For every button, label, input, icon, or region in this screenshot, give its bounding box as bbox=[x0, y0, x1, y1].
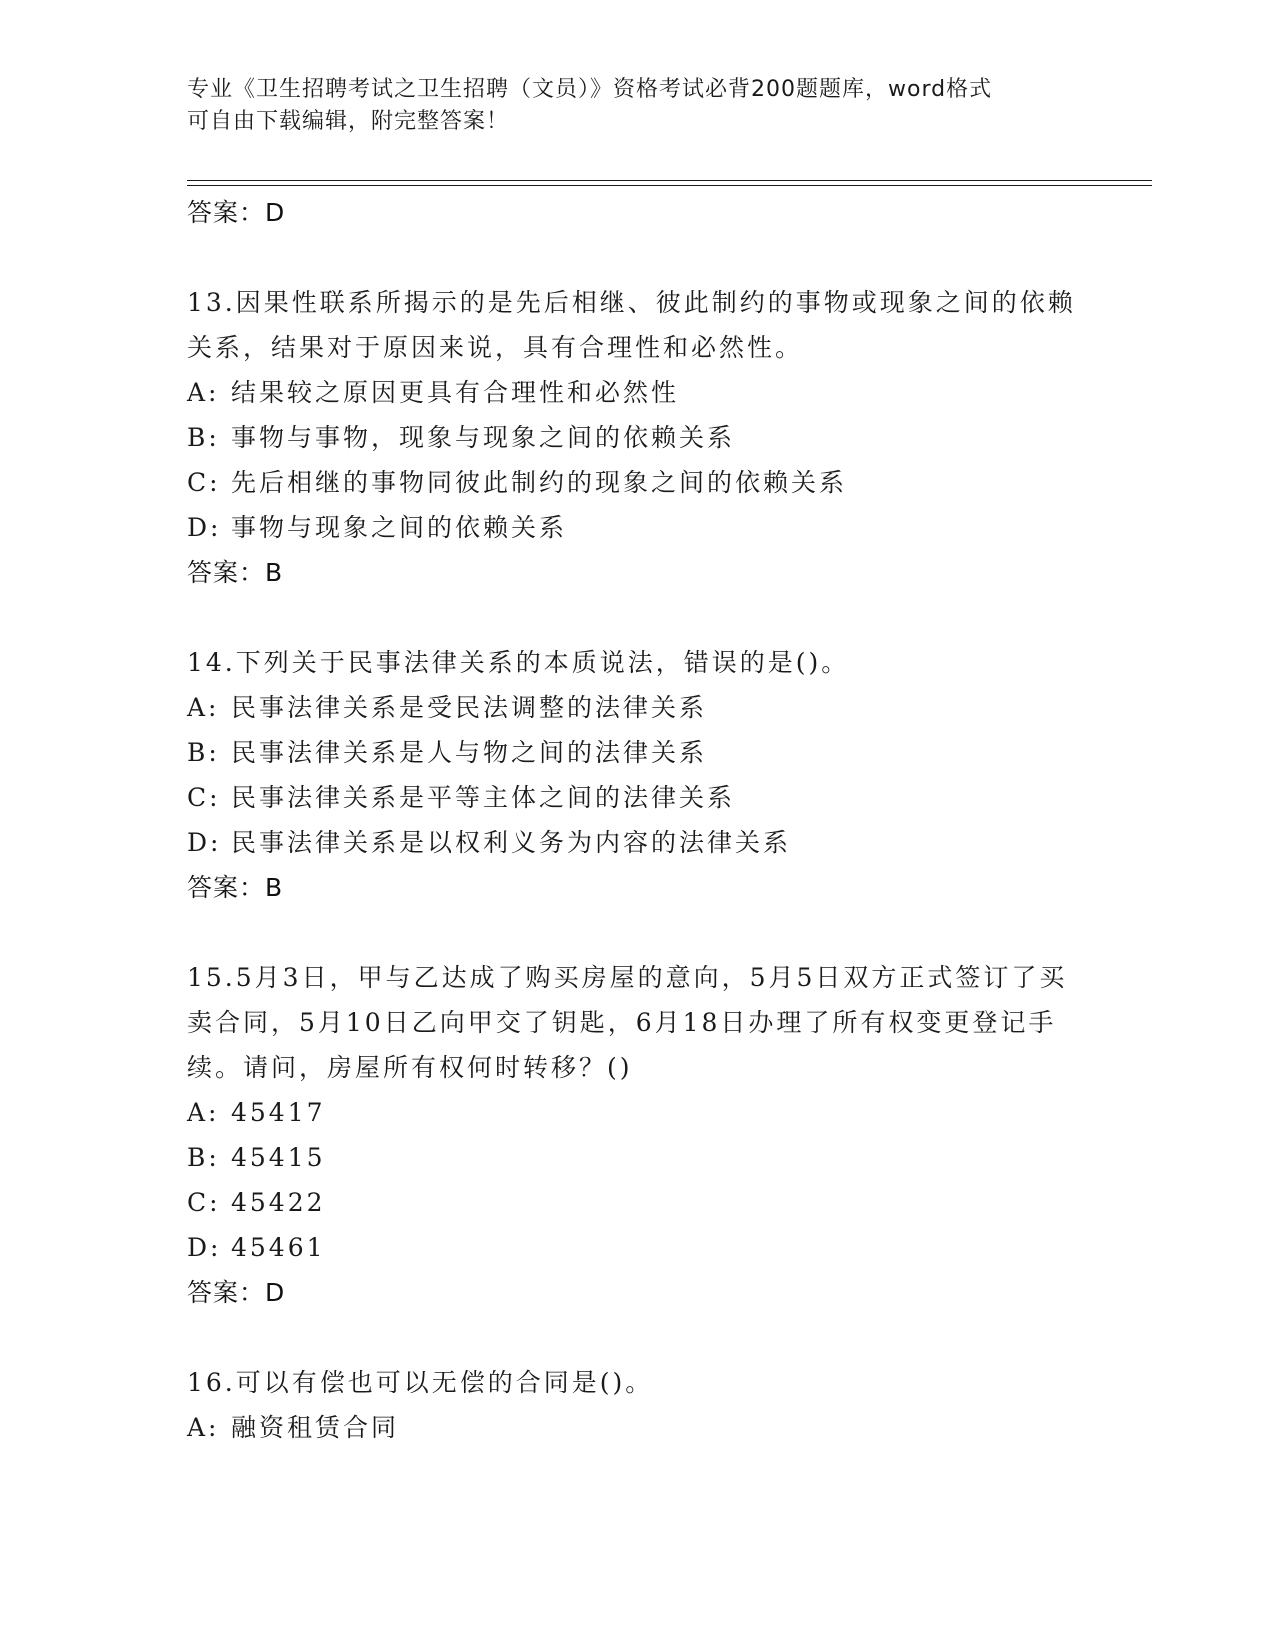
option-text: 45422 bbox=[231, 1188, 326, 1217]
answer-label: 答案：B bbox=[187, 873, 284, 902]
option-b bbox=[187, 730, 1087, 775]
option-b bbox=[187, 1135, 1087, 1180]
option-letter: D: bbox=[187, 828, 222, 857]
option-c bbox=[187, 775, 1087, 820]
option-text: 45417 bbox=[231, 1098, 326, 1127]
option-c bbox=[187, 1180, 1087, 1225]
option-c bbox=[187, 460, 1087, 505]
question-list bbox=[187, 190, 1087, 1450]
option-letter: A: bbox=[187, 1413, 220, 1442]
question-15 bbox=[187, 955, 1087, 1316]
option-letter: A: bbox=[187, 1098, 220, 1127]
answer-label: 答案：B bbox=[187, 558, 284, 587]
option-a bbox=[187, 1090, 1087, 1135]
question-text: 14.下列关于民事法律关系的本质说法，错误的是()。 bbox=[187, 648, 850, 677]
option-text: 民事法律关系是平等主体之间的法律关系 bbox=[231, 783, 736, 812]
option-letter: C: bbox=[187, 468, 221, 497]
option-d bbox=[187, 820, 1087, 865]
option-text: 民事法律关系是以权利义务为内容的法律关系 bbox=[231, 828, 792, 857]
header-divider-top bbox=[187, 180, 1152, 181]
question-13 bbox=[187, 280, 1087, 596]
option-a bbox=[187, 370, 1087, 415]
header-divider-bottom bbox=[187, 185, 1152, 186]
option-d bbox=[187, 1225, 1087, 1270]
option-text: 事物与事物，现象与现象之间的依赖关系 bbox=[231, 423, 736, 452]
option-letter: C: bbox=[187, 783, 221, 812]
question-16 bbox=[187, 1360, 1087, 1450]
option-text: 45461 bbox=[231, 1233, 326, 1262]
option-letter: B: bbox=[187, 423, 220, 452]
option-d bbox=[187, 505, 1087, 550]
option-letter: D: bbox=[187, 513, 222, 542]
option-text: 事物与现象之间的依赖关系 bbox=[231, 513, 568, 542]
question-text: 15.5月3日，甲与乙达成了购买房屋的意向，5月5日双方正式签订了买卖合同，5月10日乙向甲交了钥匙，6月18日办理了所有权变更登记手续。请问，房屋所有权何时转移？() bbox=[187, 963, 1068, 1082]
option-text: 民事法律关系是受民法调整的法律关系 bbox=[231, 693, 708, 722]
question-text: 16.可以有偿也可以无偿的合同是()。 bbox=[187, 1368, 654, 1397]
option-letter: B: bbox=[187, 1143, 220, 1172]
previous-answer: 答案：D bbox=[187, 198, 286, 227]
question-text: 13.因果性联系所揭示的是先后相继、彼此制约的事物或现象之间的依赖关系，结果对于原因来说，具有合理性和必然性。 bbox=[187, 288, 1076, 362]
option-letter: A: bbox=[187, 693, 220, 722]
option-b bbox=[187, 415, 1087, 460]
option-a bbox=[187, 1405, 1087, 1450]
option-letter: B: bbox=[187, 738, 220, 767]
header-title-line-2: 可自由下载编辑，附完整答案！ bbox=[187, 109, 510, 134]
page-header bbox=[187, 74, 1067, 138]
option-text: 45415 bbox=[231, 1143, 326, 1172]
answer-label: 答案：D bbox=[187, 1278, 286, 1307]
option-letter: D: bbox=[187, 1233, 222, 1262]
header-title-line-1: 专业《卫生招聘考试之卫生招聘（文员）》资格考试必背200题题库，word格式 bbox=[187, 77, 993, 102]
option-text: 融资租赁合同 bbox=[231, 1413, 400, 1442]
question-14 bbox=[187, 640, 1087, 911]
option-letter: A: bbox=[187, 378, 220, 407]
option-text: 先后相继的事物同彼此制约的现象之间的依赖关系 bbox=[231, 468, 848, 497]
option-letter: C: bbox=[187, 1188, 221, 1217]
option-a bbox=[187, 685, 1087, 730]
option-text: 民事法律关系是人与物之间的法律关系 bbox=[231, 738, 708, 767]
option-text: 结果较之原因更具有合理性和必然性 bbox=[231, 378, 680, 407]
